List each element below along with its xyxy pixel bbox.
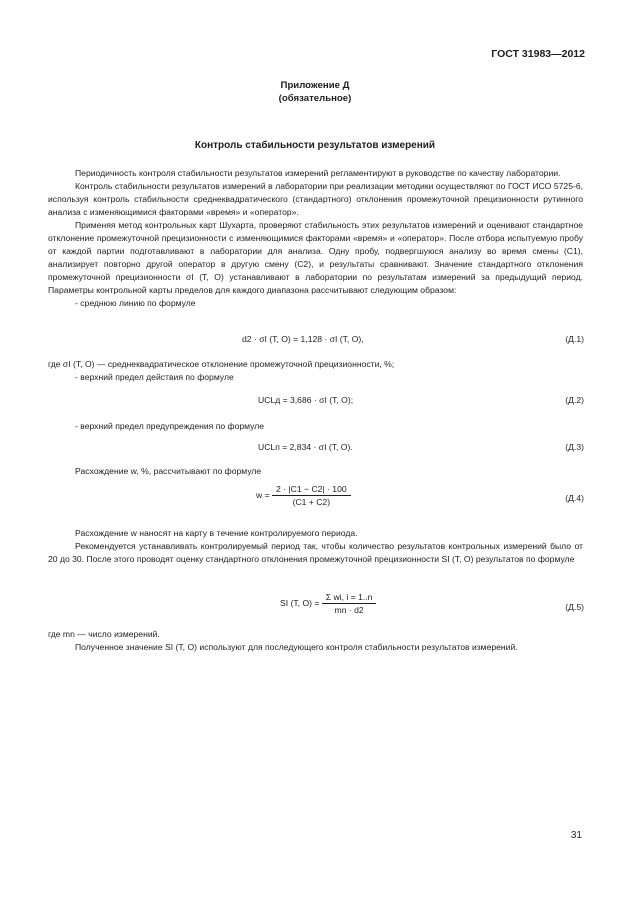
equation-d5-number: (Д.5) <box>565 602 584 612</box>
where-block-1 <box>48 358 583 384</box>
body-text-block <box>48 167 583 310</box>
equation-d2-number: (Д.2) <box>565 395 584 405</box>
equation-d1 <box>242 334 364 344</box>
equation-d2-text: UCLд = 3,686 · σI (T, O); <box>258 395 354 405</box>
equation-d5 <box>280 592 376 615</box>
equation-d3-text: UCLп = 2,834 · σI (T, O). <box>258 442 353 452</box>
equation-d4-fraction <box>272 484 351 507</box>
equation-d5-denominator: mn · d2 <box>334 605 364 615</box>
equation-d5-lhs: SI (T, O) = <box>280 597 320 608</box>
paragraph-control: Контроль стабильности результатов измерений в лаборатории при реализации методики осуществляют по ГОСТ ИСО 5725-6, используя контроль стабильности среднеквадратического (стандартного) отклонения промежуточной прецизионности рутинного анализа с изменяющимися факторами «время» и «оператор». <box>48 181 583 217</box>
equation-d5-fraction <box>322 592 377 615</box>
where-mn: где mn — число измерений. <box>48 629 160 639</box>
annex-status: (обязательное) <box>278 93 352 104</box>
equation-d3 <box>258 442 353 452</box>
paragraph-final: Полученное значение SI (T, O) используют для последующего контроля стабильности результатов измерений. <box>75 642 518 652</box>
after-d4-block <box>48 527 583 566</box>
equation-d5-numerator: Σ wi, i = 1..n <box>322 592 377 604</box>
divergence-intro-block <box>48 465 583 478</box>
equation-d2 <box>258 395 353 405</box>
divergence-intro: Расхождение w, %, рассчитывают по формуле <box>75 466 262 476</box>
paragraph-shewhart: Применяя метод контрольных карт Шухарта, проверяют стабильность этих результатов измерений и оценивают стандартное отклонение промежуточной прецизионности с изменяющимися факторами «время» и «оператор». После отбора испытуемую пробу от каждой партии подготавливают в лаборатории для анализа. Одну пробу, подвергшуюся анализу во время смены (C1), анализирует повторно другой оператор в другую смену (C2), и результаты сравнивают. Значение стандартного отклонения промежуточной прецизионности σI (T, O) устанавливают в лаборатории по результатам измерений за предыдущий период. Параметры контрольной карты пределов для каждого диапазона рассчитывают следующим образом: <box>48 220 583 295</box>
section-title: Контроль стабильности результатов измерений <box>194 140 436 151</box>
item-centerline: - среднюю линию по формуле <box>75 298 196 308</box>
equation-d4-numerator: 2 · |C1 − C2| · 100 <box>272 484 351 496</box>
final-block <box>48 628 583 654</box>
item-upper-warning: - верхний предел предупреждения по формуле <box>75 421 265 431</box>
annex-title: Приложение Д <box>280 80 350 91</box>
paragraph-periodicity: Периодичность контроля стабильности результатов измерений регламентируют в руководстве по качеству лаборатории. <box>75 168 561 178</box>
equation-d3-number: (Д.3) <box>565 442 584 452</box>
item-upper-action: - верхний предел действия по формуле <box>75 372 234 382</box>
equation-d1-text: d2 · σI (T, O) = 1,128 · σI (T, O), <box>242 334 364 344</box>
equation-d1-number: (Д.1) <box>565 334 584 344</box>
paragraph-recommend-period: Рекомендуется устанавливать контролируемый период так, чтобы количество результатов контрольных измерений было от 20 до 30. После этого проводят оценку стандартного отклонения промежуточной прецизионности SI (T, O) результатов по формуле <box>48 541 583 564</box>
where-sigma: где σI (T, O) — среднеквадратическое отклонение промежуточной прецизионности, %; <box>48 359 395 369</box>
equation-d4-denominator: (C1 + C2) <box>292 497 331 507</box>
equation-d4-number: (Д.4) <box>565 493 584 503</box>
document-code: ГОСТ 31983—2012 <box>491 48 585 60</box>
page-number: 31 <box>570 830 582 841</box>
equation-d4-lhs: w = <box>256 489 270 500</box>
paragraph-plot-divergence: Расхождение w наносят на карту в течение контролируемого периода. <box>75 528 358 538</box>
item-upper-warning-block <box>48 420 583 433</box>
equation-d4 <box>256 484 351 507</box>
